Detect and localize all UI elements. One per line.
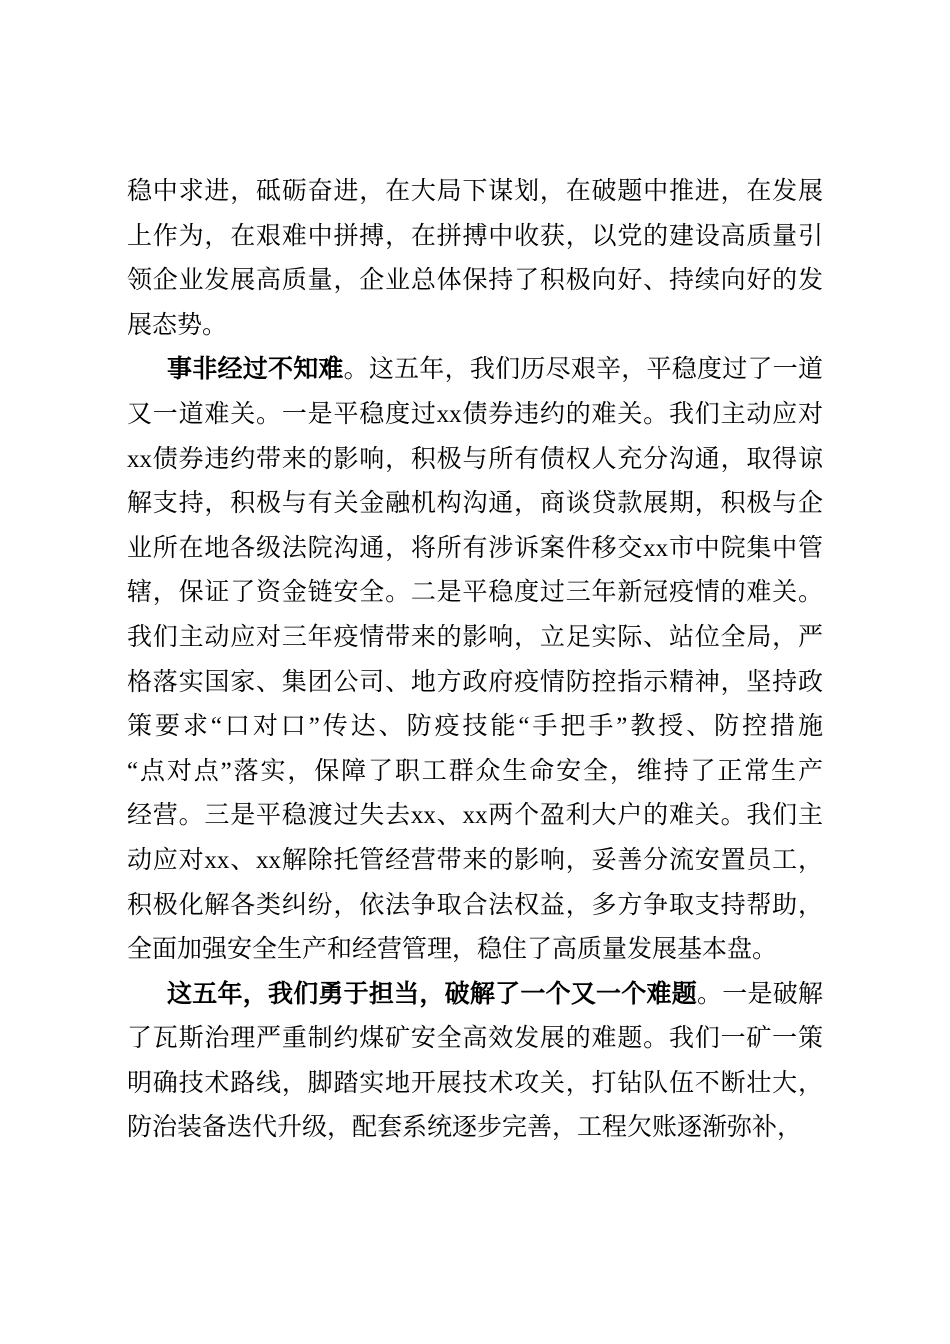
document-line: 解支持，积极与有关金融机构沟通，商谈贷款展期，积极与企 [127, 490, 823, 518]
bold-lead-text: 这五年，我们勇于担当，破解了一个又一个难题 [167, 980, 698, 1008]
document-line: 全面加强安全生产和经营管理，稳住了高质量发展基本盘。 [127, 936, 778, 964]
paragraph [127, 170, 823, 348]
document-line [127, 348, 823, 393]
document-line: 策要求“口对口”传达、防疫技能“手把手”教授、防控措施 [127, 713, 823, 741]
document-line: 辖，保证了资金链安全。二是平稳度过三年新冠疫情的难关。 [127, 579, 823, 607]
document-line: xx债券违约带来的影响，积极与所有债权人充分沟通，取得谅 [127, 445, 823, 473]
bold-lead-text: 事非经过不知难 [167, 356, 344, 384]
document-body [127, 170, 823, 1151]
paragraph [127, 973, 823, 1151]
document-line: 经营。三是平稳渡过失去xx、xx两个盈利大户的难关。我们主 [127, 802, 823, 830]
document-line: 展态势。 [127, 311, 228, 339]
paragraph [127, 348, 823, 972]
document-line: 领企业发展高质量，企业总体保持了积极向好、持续向好的发 [127, 267, 823, 295]
document-line: “点对点”落实，保障了职工群众生命安全，维持了正常生产 [127, 757, 823, 785]
document-line: 防治装备迭代升级，配套系统逐步完善，工程欠账逐渐弥补， [127, 1114, 803, 1142]
document-line: 我们主动应对三年疫情带来的影响，立足实际、站位全局，严 [127, 623, 823, 651]
document-line [127, 973, 823, 1018]
document-line: 又一道难关。一是平稳度过xx债券违约的难关。我们主动应对 [127, 400, 823, 428]
document-line: 稳中求进，砥砺奋进，在大局下谋划，在破题中推进，在发展 [127, 178, 823, 205]
document-line: 明确技术路线，脚踏实地开展技术攻关，打钻队伍不断壮大， [127, 1069, 823, 1097]
document-line: 积极化解各类纠纷，依法争取合法权益，多方争取支持帮助， [127, 891, 823, 919]
document-line: 了瓦斯治理严重制约煤矿安全高效发展的难题。我们一矿一策 [127, 1025, 823, 1053]
line-text: 。一是破解 [697, 980, 823, 1008]
document-line: 上作为，在艰难中拼搏，在拼搏中收获，以党的建设高质量引 [127, 222, 823, 250]
document-line: 格落实国家、集团公司、地方政府疫情防控指示精神，坚持政 [127, 668, 823, 696]
line-text: 。这五年，我们历尽艰辛，平稳度过了一道 [343, 356, 823, 384]
document-line: 动应对xx、xx解除托管经营带来的影响，妥善分流安置员工， [127, 846, 823, 874]
document-line: 业所在地各级法院沟通，将所有涉诉案件移交xx市中院集中管 [127, 534, 823, 562]
